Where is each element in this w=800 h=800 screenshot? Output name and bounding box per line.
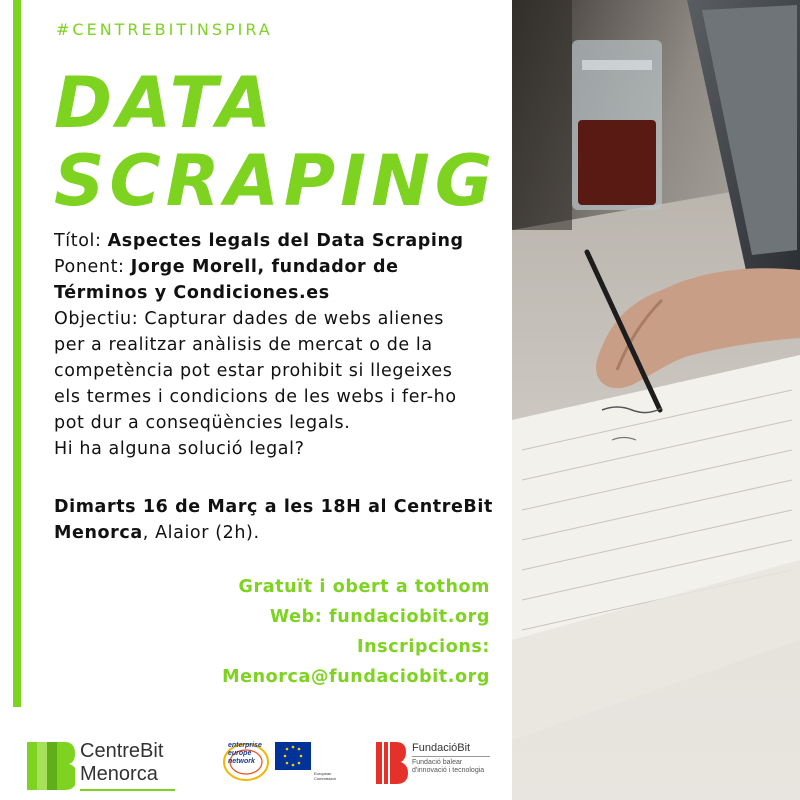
centrebit-name-1: CentreBit: [80, 740, 164, 762]
een-text-2: europe: [228, 750, 252, 757]
een-eu-logo: [222, 740, 337, 788]
fundaciobit-logo-icon: [376, 742, 408, 784]
date-location-bold: Menorca: [54, 523, 143, 543]
date-location-rest: , Alaior (2h).: [142, 523, 260, 543]
objective-text-2: per a realitzar anàlisis de mercat o de la: [54, 335, 433, 355]
eu-flag-icon: [275, 742, 311, 770]
objective-text-4: els termes i condicions de les webs i fer-ho: [54, 387, 457, 407]
centrebit-underline: [80, 789, 175, 791]
headline-line-1: DATA: [54, 62, 277, 144]
objective-text-1: Capturar dades de webs alienes: [144, 309, 444, 329]
objective-text-3: competència pot estar prohibit si llegeixes: [54, 361, 453, 381]
objective-text-6: Hi ha alguna solució legal?: [54, 439, 305, 459]
een-text-1: enterprise: [228, 742, 262, 749]
talk-title-label: Títol:: [54, 231, 108, 251]
centrebit-logo: [27, 738, 187, 794]
registration-label: Inscripcions:: [357, 637, 490, 657]
free-entry-text: Gratuït i obert a tothom: [238, 577, 490, 597]
talk-title-row: [54, 228, 524, 254]
objective-row: [54, 306, 524, 332]
centrebit-logo-icon: [27, 738, 75, 794]
fundaciobit-tagline: Fundació balear d'innovació i tecnologia: [412, 759, 485, 774]
objective-text-5: pot dur a conseqüències legals.: [54, 413, 351, 433]
fundaciobit-logo: [376, 740, 516, 788]
call-to-action: [222, 572, 490, 692]
speaker-value-2: Términos y Condiciones.es: [54, 283, 330, 303]
hashtag: #CENTREBITINSPIRA: [56, 20, 273, 39]
email-link[interactable]: Menorca@fundaciobit.org: [222, 667, 490, 687]
speaker-label: Ponent:: [54, 257, 131, 277]
talk-title-value: Aspectes legals del Data Scraping: [107, 231, 464, 251]
ec-label: European Commission: [314, 771, 337, 781]
objective-label: Objectiu:: [54, 309, 145, 329]
event-details: [54, 228, 524, 462]
background-photo: [512, 0, 800, 800]
fundaciobit-rule: [412, 756, 490, 757]
speaker-value-1: Jorge Morell, fundador de: [130, 257, 399, 277]
event-date: [54, 494, 524, 546]
een-text-3: network: [228, 758, 255, 765]
website-link[interactable]: Web: fundaciobit.org: [269, 607, 490, 627]
headline-line-2: SCRAPING: [54, 140, 498, 222]
accent-bar: [13, 0, 21, 707]
speaker-row: [54, 254, 524, 280]
centrebit-name-2: Menorca: [80, 763, 158, 785]
date-line-1: Dimarts 16 de Març a les 18H al CentreBit: [54, 497, 493, 517]
fundaciobit-name: FundacióBit: [412, 742, 471, 754]
speaker-row-2: [54, 280, 524, 306]
